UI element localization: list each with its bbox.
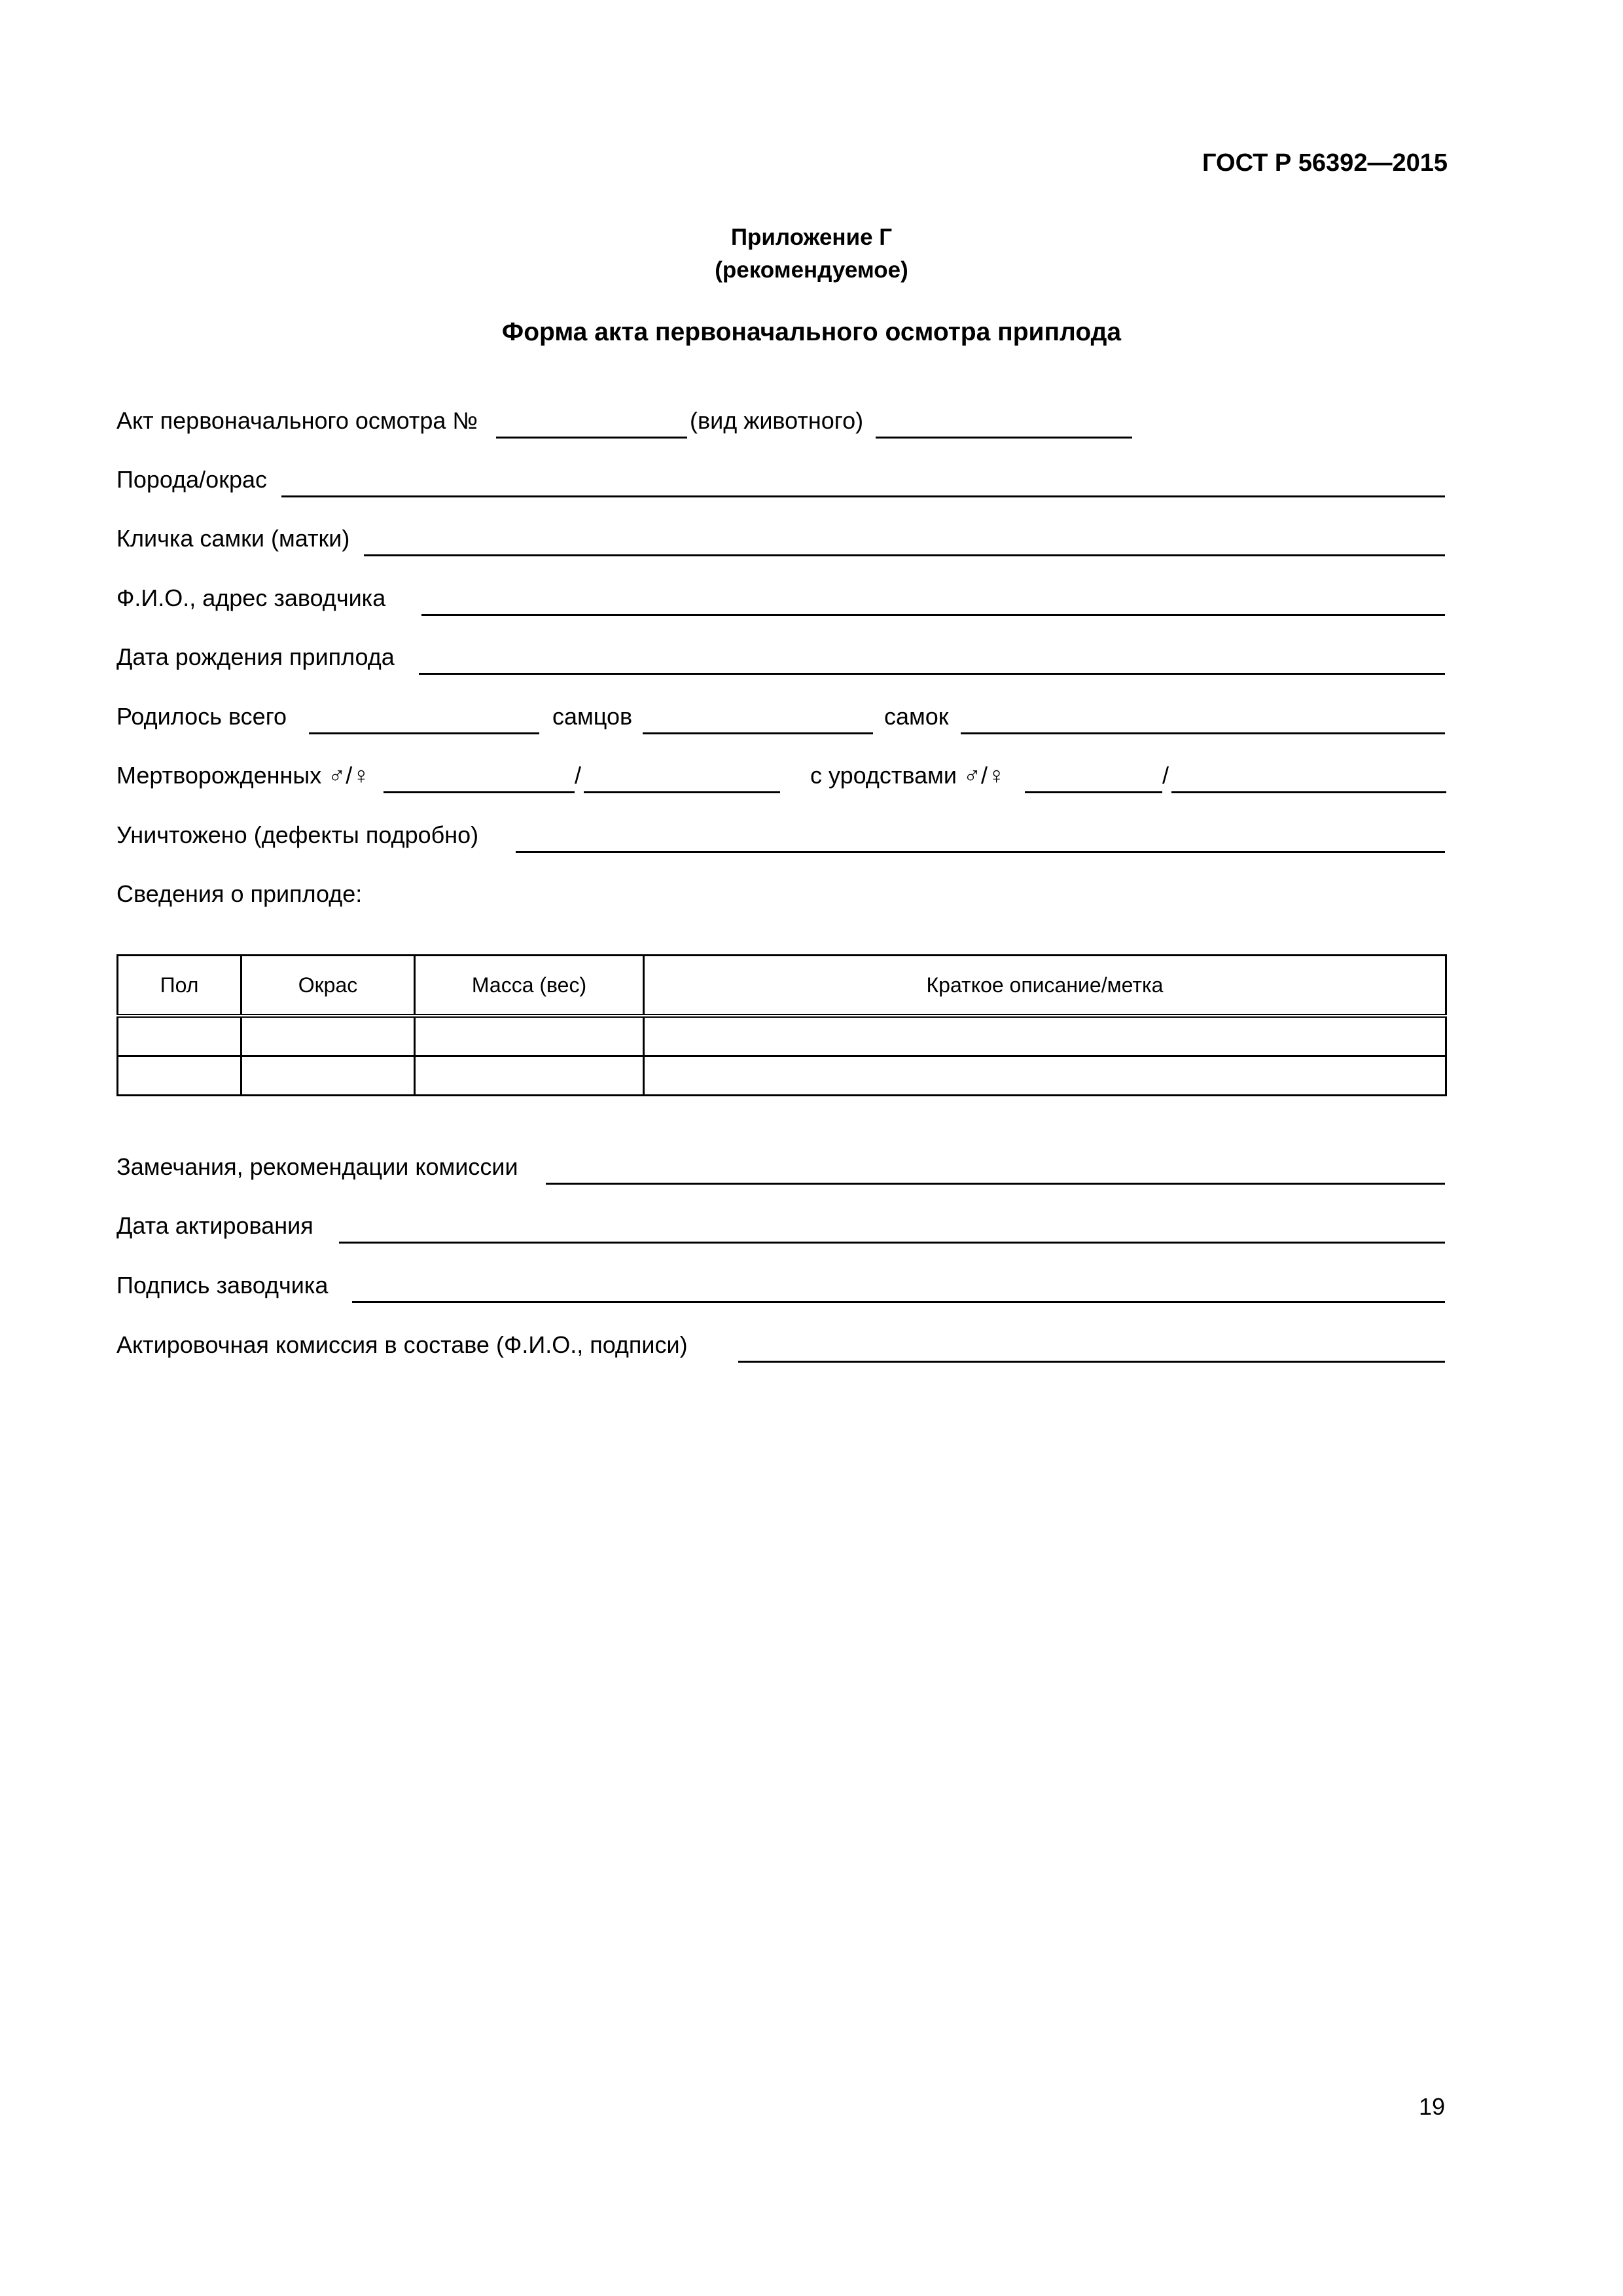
breeder-label: Ф.И.О., адрес заводчика: [116, 584, 386, 611]
females-label: самок: [884, 703, 949, 730]
table-row: [118, 1056, 1446, 1096]
destroyed-row: [116, 814, 1445, 853]
breed-label: Порода/окрас: [116, 466, 267, 493]
animal-type-field[interactable]: [876, 437, 1132, 439]
appendix-heading: Приложение Г: [730, 224, 893, 250]
act-date-row: [116, 1204, 1445, 1244]
deformed-label: с уродствами ♂/♀: [810, 762, 1005, 789]
deformed-slash: /: [1162, 762, 1169, 789]
dam-name-row: [116, 517, 1445, 556]
stillborn-male-field[interactable]: [383, 791, 575, 793]
litter-table: [116, 954, 1447, 1096]
act-date-field[interactable]: [339, 1242, 1445, 1244]
page-number: 19: [1418, 2093, 1445, 2120]
breeder-row: [116, 577, 1445, 616]
breeder-signature-label: Подпись заводчика: [116, 1272, 329, 1299]
stillborn-row: [116, 754, 1446, 793]
birth-date-row: [116, 636, 1445, 675]
litter-info-row: [116, 872, 1445, 912]
deformed-female-field[interactable]: [1171, 791, 1446, 793]
born-row: [116, 695, 1445, 734]
birth-date-label: Дата рождения приплода: [116, 643, 395, 670]
form-title: Форма акта первоначального осмотра приплода: [501, 318, 1122, 346]
deformed-male-field[interactable]: [1025, 791, 1162, 793]
act-number-row: [116, 399, 1445, 439]
breed-field[interactable]: [281, 495, 1445, 497]
born-total-field[interactable]: [309, 732, 539, 734]
table-header-row: [118, 956, 1446, 1016]
stillborn-label: Мертворожденных ♂/♀: [116, 762, 370, 789]
breed-row: [116, 458, 1445, 497]
breeder-signature-field[interactable]: [352, 1301, 1445, 1303]
table-cell[interactable]: [118, 1016, 241, 1056]
birth-date-field[interactable]: [419, 673, 1445, 675]
table-cell[interactable]: [241, 1056, 415, 1096]
litter-info-label: Сведения о приплоде:: [116, 880, 363, 907]
act-number-label: Акт первоначального осмотра №: [116, 407, 478, 434]
table-cell[interactable]: [241, 1016, 415, 1056]
commission-field[interactable]: [738, 1361, 1445, 1363]
females-field[interactable]: [961, 732, 1445, 734]
act-date-label: Дата актирования: [116, 1212, 313, 1239]
act-number-field[interactable]: [496, 437, 687, 439]
column-header-weight: Масса (вес): [415, 956, 644, 1016]
dam-name-field[interactable]: [364, 554, 1445, 556]
column-header-color: Окрас: [241, 956, 415, 1016]
commission-label: Актировочная комиссия в составе (Ф.И.О., подписи): [116, 1331, 688, 1358]
destroyed-label: Уничтожено (дефекты подробно): [116, 821, 479, 848]
stillborn-slash: /: [575, 762, 582, 789]
animal-type-label: (вид животного): [690, 407, 864, 434]
table-cell[interactable]: [415, 1016, 644, 1056]
destroyed-field[interactable]: [516, 851, 1445, 853]
born-total-label: Родилось всего: [116, 703, 287, 730]
dam-name-label: Кличка самки (матки): [116, 525, 350, 552]
breeder-field[interactable]: [421, 614, 1445, 616]
table-cell[interactable]: [415, 1056, 644, 1096]
stillborn-female-field[interactable]: [584, 791, 780, 793]
appendix-type: (рекомендуемое): [715, 257, 908, 283]
commission-row: [116, 1323, 1445, 1363]
table-cell[interactable]: [118, 1056, 241, 1096]
standard-code: ГОСТ Р 56392—2015: [1202, 149, 1448, 177]
table-cell[interactable]: [644, 1016, 1446, 1056]
remarks-field[interactable]: [546, 1183, 1445, 1185]
table-row: [118, 1016, 1446, 1056]
column-header-sex: Пол: [118, 956, 241, 1016]
remarks-row: [116, 1145, 1445, 1185]
breeder-signature-row: [116, 1264, 1445, 1303]
males-label: самцов: [552, 703, 633, 730]
males-field[interactable]: [643, 732, 873, 734]
column-header-description: Краткое описание/метка: [644, 956, 1446, 1016]
remarks-label: Замечания, рекомендации комиссии: [116, 1153, 518, 1180]
table-cell[interactable]: [644, 1056, 1446, 1096]
